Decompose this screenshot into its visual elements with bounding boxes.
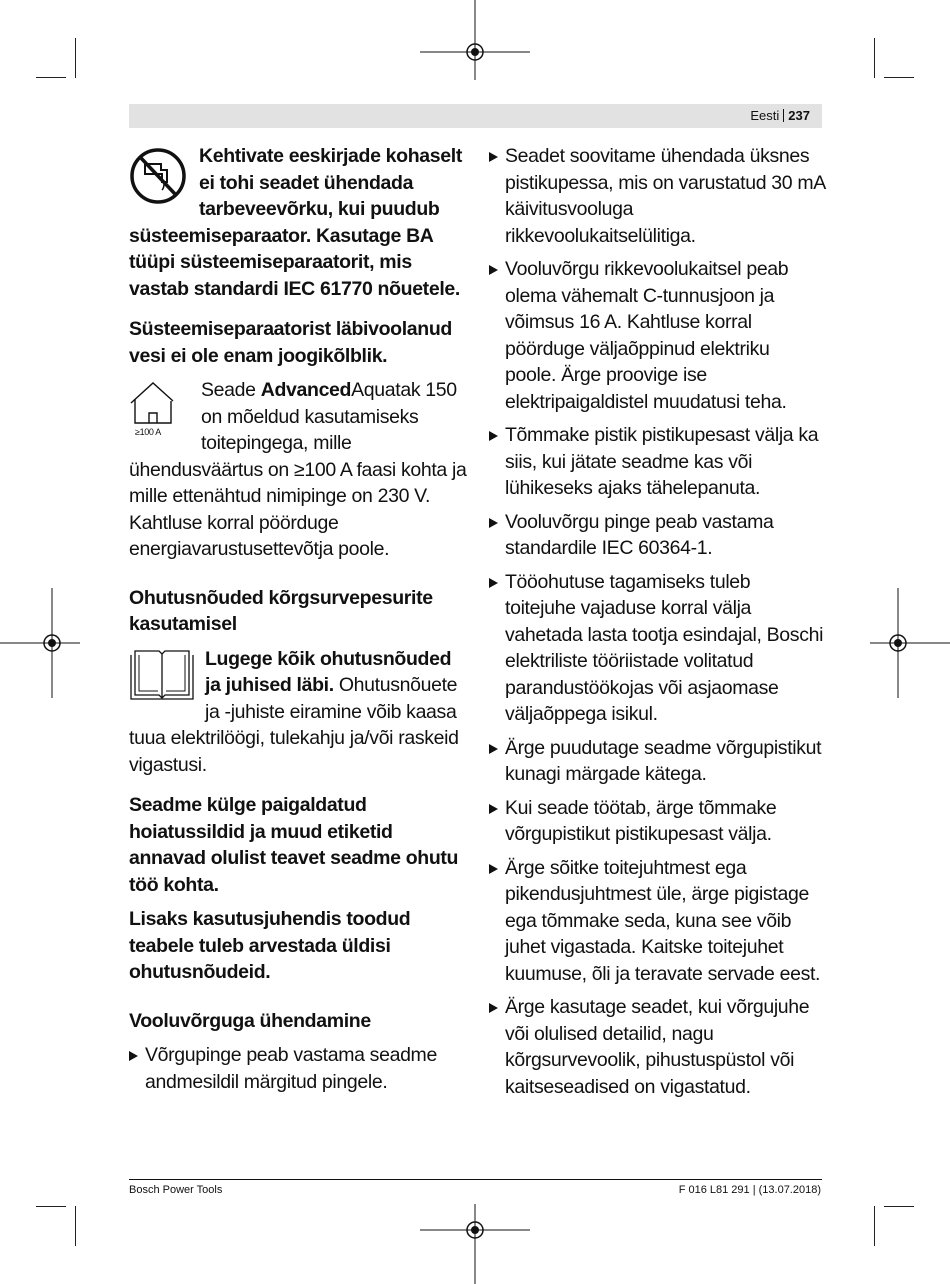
house-icon-label: ≥100 A bbox=[135, 427, 161, 437]
read-instructions-paragraph: Lugege kõik ohutusnõuded ja juhised läbi. Ohutusnõuete ja -juhiste eiramine võib kaasa tuua elektrilöögi, tulekahju ja/või raskeid vigastusi. bbox=[129, 647, 459, 776]
warning-water-supply: Kehtivate eeskirjade kohaselt ei tohi seadet ühendada tarbeveevõrku, kui puudub süsteemiseparaator. Kasutage BA tüüpi süsteemiseparaatorit, mis vastab standardi IEC 61770 nõuetele. bbox=[129, 145, 462, 300]
crop-mark bbox=[36, 1206, 66, 1207]
registration-mark-icon bbox=[870, 588, 950, 698]
list-item: Võrgupinge peab vastama seadme andmesildil märgitud pingele. bbox=[129, 1042, 467, 1095]
bullet-triangle-icon bbox=[489, 1003, 498, 1013]
bullet-triangle-icon bbox=[489, 578, 498, 588]
list-item: Ärge sõitke toitejuhtmest ega pikendusjuhtmest üle, ärge pigistage ega tõmmake seda, kuna see võib juhet vigastada. Kaitske toitejuhet kuumuse, õli ja teravate servade eest. bbox=[489, 855, 825, 988]
bullet-triangle-icon bbox=[489, 744, 498, 754]
left-column bbox=[129, 143, 467, 1102]
registration-mark-icon bbox=[0, 588, 80, 698]
footer-left: Bosch Power Tools bbox=[129, 1184, 223, 1196]
heading-mains-connection: Vooluvõrguga ühendamine bbox=[129, 1009, 371, 1032]
house-icon bbox=[129, 379, 191, 437]
header-text bbox=[750, 108, 810, 124]
no-drinking-water-connection-icon bbox=[129, 146, 189, 206]
list-item: Vooluvõrgu rikkevoolukaitsel peab olema vähemalt C-tunnusjoon ja võimsus 16 A. Kahtluse korral pöörduge väljaõppinud elektriku poole. Ärge proovige ise elektripaigaldistel muudatusi teha. bbox=[489, 256, 825, 415]
crop-mark bbox=[884, 1206, 914, 1207]
read-instructions-bold: Lugege kõik ohutusnõuded ja juhised läbi. bbox=[205, 647, 452, 696]
list-item: Kui seade töötab, ärge tõmmake võrgupistikut pistikupesast välja. bbox=[489, 795, 825, 848]
bullet-triangle-icon bbox=[489, 265, 498, 275]
registration-mark-icon bbox=[420, 1204, 530, 1284]
bullet-triangle-icon bbox=[489, 518, 498, 528]
list-item: Tõmmake pistik pistikupesast välja ka siis, kui jätate seadme kas või lühikeseks ajaks tähelepanuta. bbox=[489, 422, 825, 502]
footer-rule bbox=[129, 1179, 822, 1180]
bullet-triangle-icon bbox=[489, 864, 498, 874]
crop-mark bbox=[75, 1206, 76, 1246]
heading-safety: Ohutusnõuded kõrgsurvepesurite kasutamisel bbox=[129, 586, 433, 635]
bullet-triangle-icon bbox=[489, 152, 498, 162]
list-item: Vooluvõrgu pinge peab vastama standardile IEC 60364-1. bbox=[489, 509, 825, 562]
header-language: Eesti bbox=[750, 108, 780, 123]
supply-requirement-paragraph: ≥100 A Seade AdvancedAquatak 150 on mõeldud kasutamiseks toitepingega, mille ühendusväärtus on ≥100 A faasi kohta ja mille ettenähtud nimipinge on 230 V. Kahtluse korral pöörduge energiavarustusettevõtja poole. bbox=[129, 379, 467, 560]
manual-book-icon bbox=[129, 649, 195, 703]
registration-mark-icon bbox=[420, 0, 530, 80]
crop-mark bbox=[874, 1206, 875, 1246]
page-number: 237 bbox=[788, 108, 810, 123]
labels-paragraph: Seadme külge paigaldatud hoiatussildid ja muud etiketid annavad olulist teavet seadme ohutu töö kohta. bbox=[129, 794, 459, 896]
list-item: Ärge puudutage seadme võrgupistikut kunagi märgade kätega. bbox=[489, 735, 825, 788]
warning-not-drinkable: Süsteemiseparaatorist läbivoolanud vesi ei ole enam joogikõlblik. bbox=[129, 318, 452, 367]
brand-name: Advanced bbox=[260, 379, 352, 401]
list-item: Seadet soovitame ühendada üksnes pistikupessa, mis on varustatud 30 mA käivitusvooluga rikkevoolukaitselülitiga. bbox=[489, 143, 825, 249]
footer-right: F 016 L81 291 | (13.07.2018) bbox=[678, 1184, 821, 1196]
crop-mark bbox=[874, 38, 875, 78]
crop-mark bbox=[884, 77, 914, 78]
page-header bbox=[129, 104, 822, 128]
bullet-triangle-icon bbox=[129, 1051, 138, 1061]
additional-safety-paragraph: Lisaks kasutusjuhendis toodud teabele tuleb arvestada üldisi ohutusnõudeid. bbox=[129, 908, 411, 983]
list-item: Ärge kasutage seadet, kui võrgujuhe või olulised detailid, nagu kõrgsurvevoolik, pihustuspüstol või kaitseseadised on vigastatud. bbox=[489, 994, 825, 1100]
bullet-triangle-icon bbox=[489, 804, 498, 814]
right-column bbox=[489, 143, 825, 1107]
crop-mark bbox=[36, 77, 66, 78]
list-item: Tööohutuse tagamiseks tuleb toitejuhe vajaduse korral välja vahetada lasta tootja esindajal, Boschi elektriliste tööriistade volitatud parandustöökojas või asjaomase väljaõppega isikul. bbox=[489, 569, 825, 728]
bullet-triangle-icon bbox=[489, 431, 498, 441]
crop-mark bbox=[75, 38, 76, 78]
